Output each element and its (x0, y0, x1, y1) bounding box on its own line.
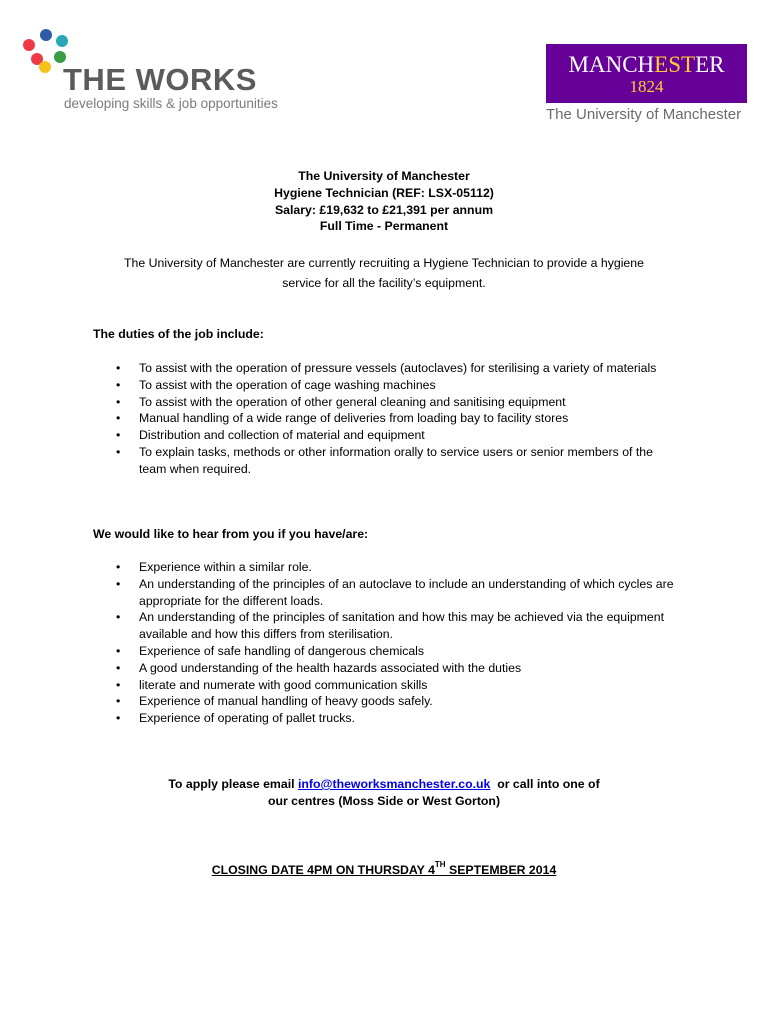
list-item: • An understanding of the principles of an autoclave to include an understanding of which cycles are appropriate for the different loads. (93, 576, 683, 610)
duties-heading: The duties of the job include: (93, 327, 264, 341)
list-item: • Experience of safe handling of dangerous chemicals (93, 643, 683, 660)
logo-dot-blue (40, 29, 52, 41)
closing-date (0, 858, 768, 879)
list-item: • Experience of manual handling of heavy goods safely. (93, 693, 683, 710)
closing-superscript: TH (434, 860, 446, 869)
intro-line-1: The University of Manchester are currently recruiting a Hygiene Technician to provide a hygiene (124, 256, 644, 270)
works-logo-tagline: developing skills & job opportunities (64, 96, 278, 111)
apply-line-1 (0, 776, 768, 793)
logo-dot-red (23, 39, 35, 51)
university-of-manchester-logo (546, 44, 749, 126)
requirements-list (93, 559, 683, 727)
apply-suffix: or call into one of (490, 777, 600, 791)
list-item: • To assist with the operation of other general cleaning and sanitising equipment (93, 394, 683, 411)
closing-date-text (211, 860, 557, 878)
list-item: • To assist with the operation of pressure vessels (autoclaves) for sterilising a variety of materials (93, 360, 683, 377)
manchester-logo-subtitle: The University of Manchester (546, 106, 742, 123)
the-works-logo (22, 28, 292, 118)
wordmark-part-1: MANCH (568, 52, 655, 77)
wordmark-est: EST (654, 52, 696, 77)
requirements-heading: We would like to hear from you if you have/are: (93, 527, 369, 541)
manchester-logo-year: 1824 (629, 77, 664, 96)
closing-prefix: CLOSING DATE 4PM ON THURSDAY 4 (211, 863, 435, 878)
email-link[interactable]: info@theworksmanchester.co.uk (297, 777, 491, 791)
header-university: The University of Manchester (298, 169, 470, 183)
list-item: • To assist with the operation of cage washing machines (93, 377, 683, 394)
list-item: • An understanding of the principles of sanitation and how this may be achieved via the equipment available and how this differs from sterilisation. (93, 609, 683, 643)
header-job-title: Hygiene Technician (REF: LSX-05112) (274, 186, 494, 200)
header-salary: Salary: £19,632 to £21,391 per annum (274, 203, 494, 217)
list-item: • Manual handling of a wide range of deliveries from loading bay to facility stores (93, 410, 683, 427)
list-item: • literate and numerate with good communication skills (93, 677, 683, 694)
list-item: • To explain tasks, methods or other information orally to service users or senior members of the team when required. (93, 444, 683, 478)
list-item: • Distribution and collection of material and equipment (93, 427, 683, 444)
list-item: • Experience of operating of pallet trucks. (93, 710, 683, 727)
manchester-logo-wordmark (546, 53, 747, 76)
logo-dot-teal (56, 35, 68, 47)
list-item: • A good understanding of the health hazards associated with the duties (93, 660, 683, 677)
works-logo-title: THE WORKS (63, 62, 257, 97)
apply-line-2: our centres (Moss Side or West Gorton) (267, 794, 501, 808)
list-item: • Experience within a similar role. (93, 559, 683, 576)
closing-suffix: SEPTEMBER 2014 (445, 863, 557, 878)
intro-line-2: service for all the facility’s equipment. (282, 276, 486, 290)
apply-prefix: To apply please email (168, 777, 298, 791)
wordmark-part-2: ER (695, 52, 725, 77)
header-contract: Full Time - Permanent (319, 219, 449, 233)
logo-dot-yellow (39, 61, 51, 73)
duties-list (93, 360, 683, 478)
